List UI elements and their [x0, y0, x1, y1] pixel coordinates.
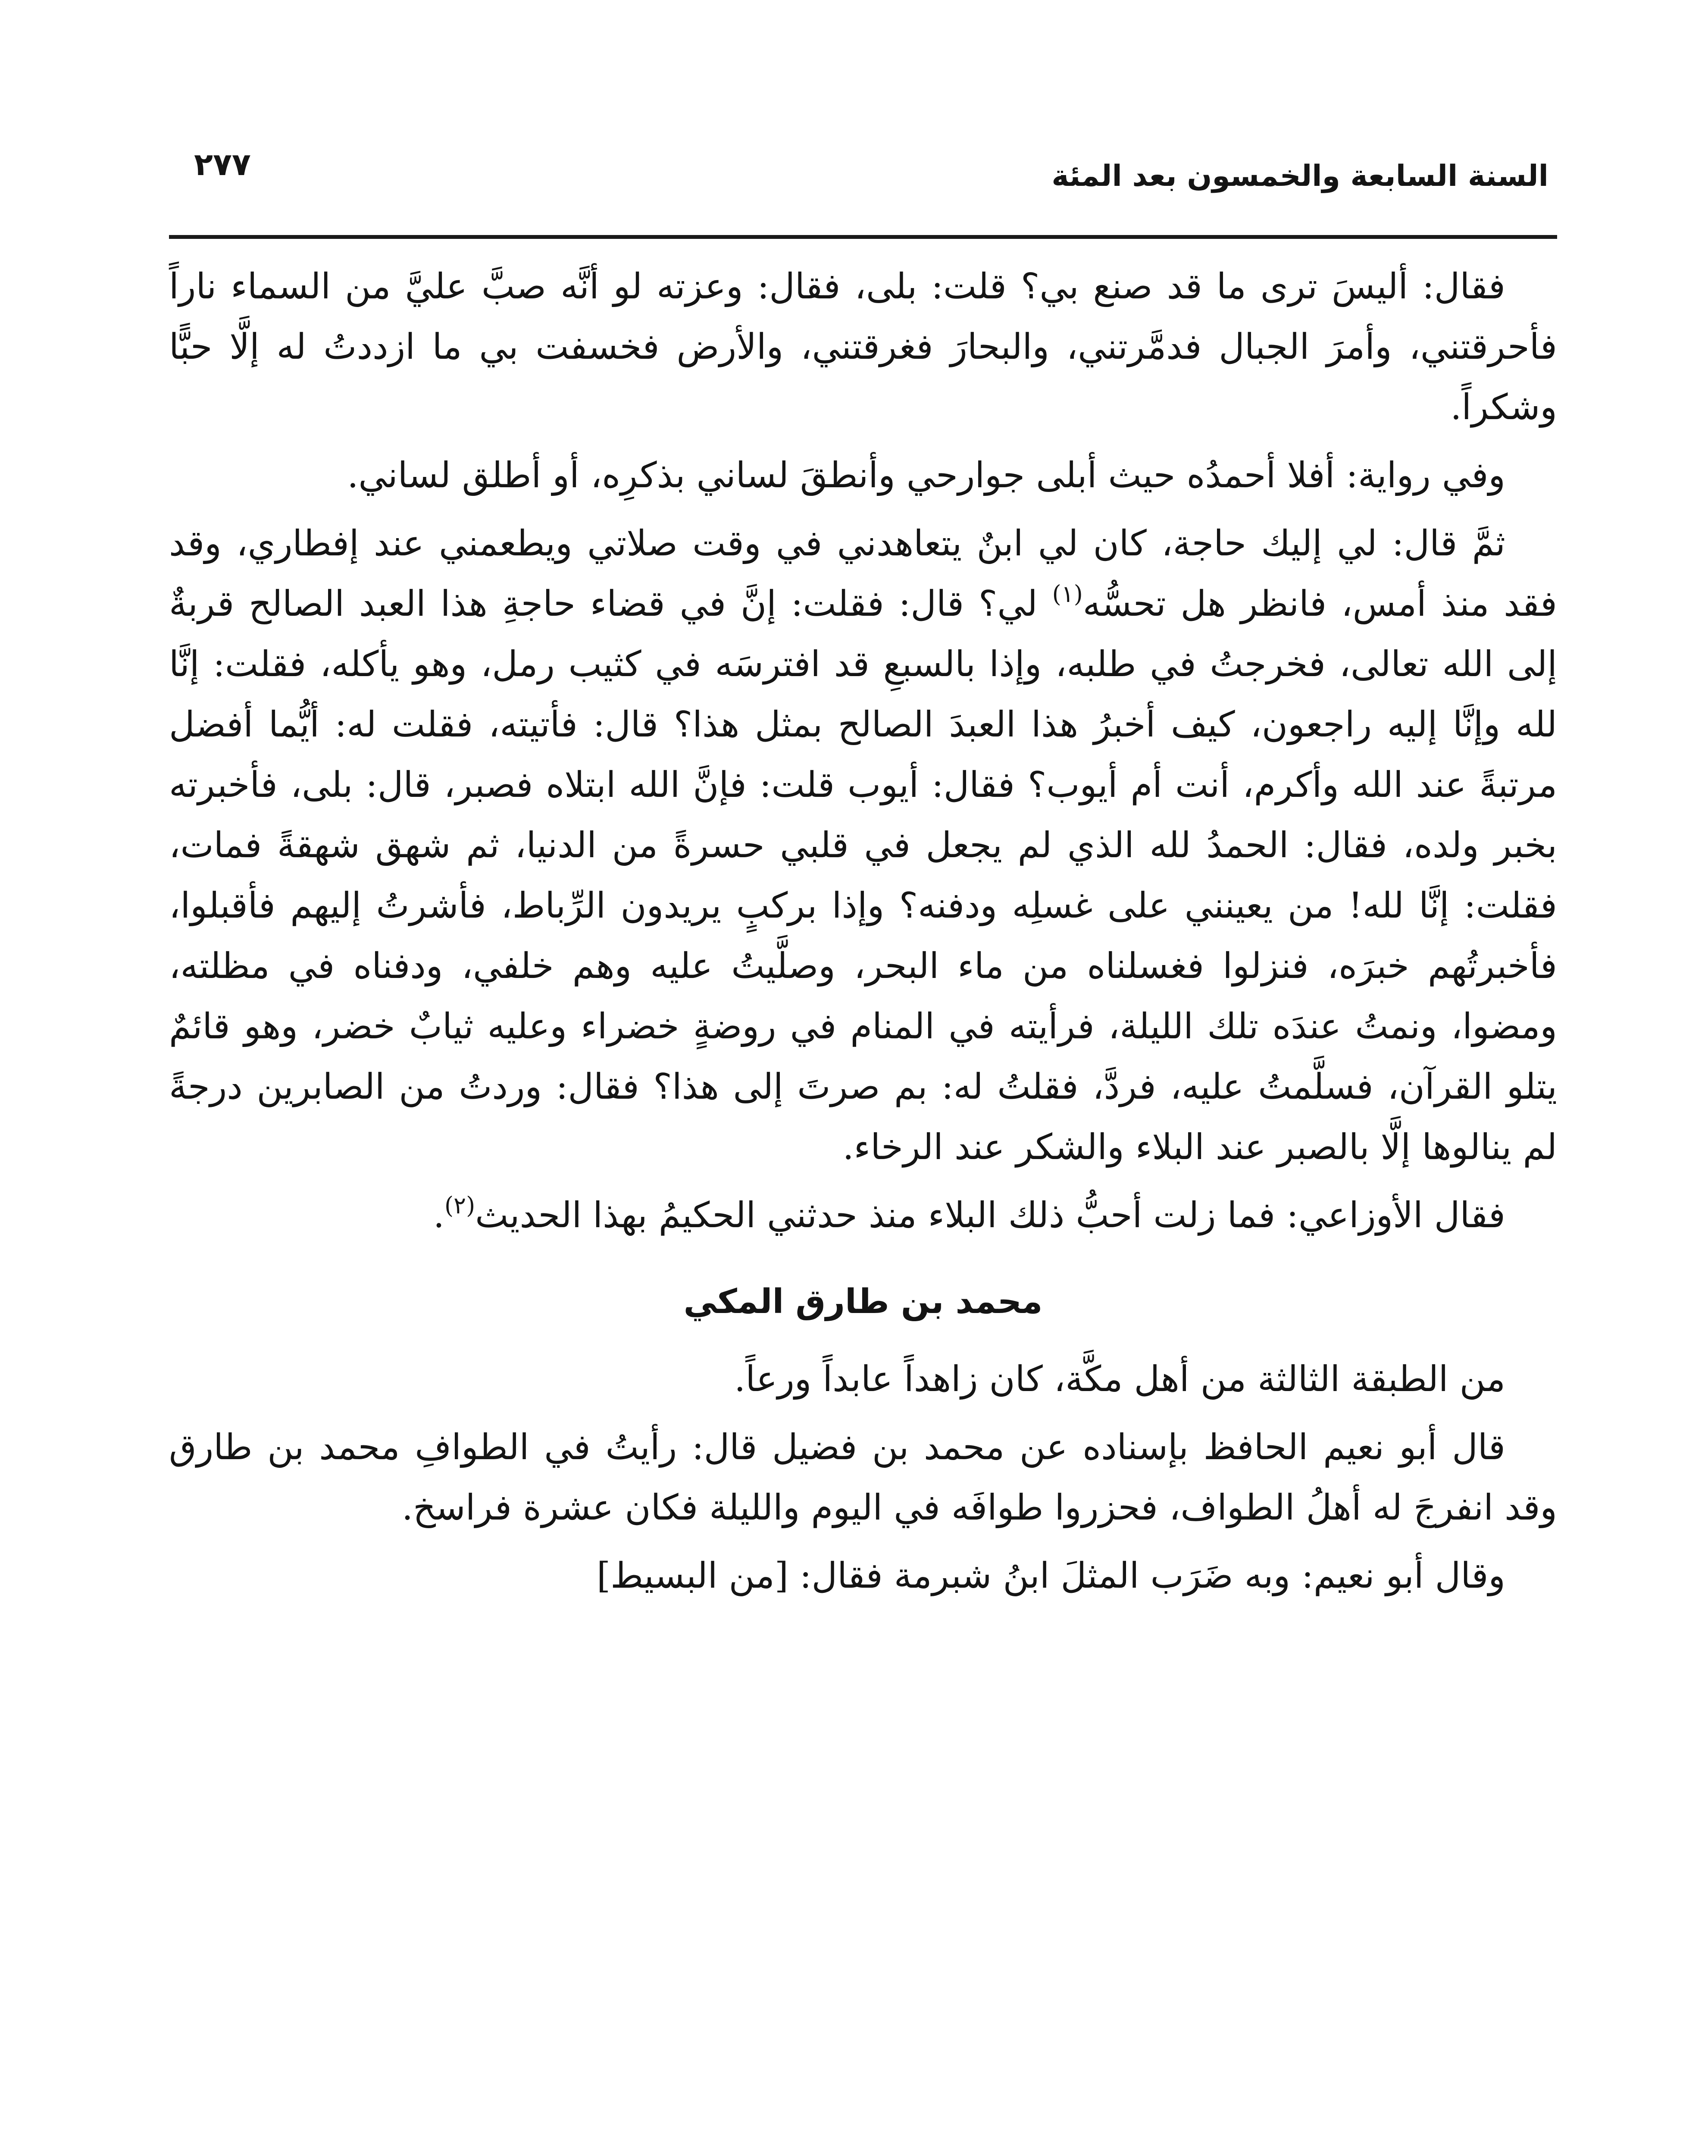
paragraph-2: وفي رواية: أفلا أحمدُه حيث أبلى جوارحي وأنطقَ لساني بذكرِه، أو أطلق لساني.: [347, 455, 1505, 496]
paragraph-5: من الطبقة الثالثة من أهل مكَّة، كان زاهداً عابداً ورعاً.: [734, 1359, 1505, 1400]
running-title: السنة السابعة والخمسون بعد المئة: [1051, 159, 1548, 193]
main-text: [169, 257, 1557, 1614]
paragraph-3-text-a: ثمَّ قال: لي إليك حاجة، كان لي ابنٌ يتعاهدني في وقت صلاتي ويطعمني عند إفطاري، وقد فقد منذ أمس، فانظر هل تحسُّه: [169, 523, 1557, 624]
paragraph-4: [169, 1185, 1557, 1246]
footnote-ref-1: (١): [1052, 580, 1083, 608]
paragraph-3: [169, 514, 1557, 1178]
page-number: ٢٧٧: [194, 146, 251, 182]
paragraph-7: وقال أبو نعيم: وبه ضَرَب المثلَ ابنُ شبرمة فقال: [من البسيط]: [597, 1555, 1505, 1596]
paragraph-4-text-a: فقال الأوزاعي: فما زلت أحبُّ ذلك البلاء منذ حدثني الحكيمُ بهذا الحديث: [475, 1195, 1505, 1236]
paragraph-3-text-b: لي؟ قال: فقلت: إنَّ في قضاء حاجةِ هذا العبد الصالح قربةٌ إلى الله تعالى، فخرجتُ في طلبه، وإذا بالسبعِ قد افترسَه في كثيب رمل، وهو يأكله، فقلت: إنَّا لله وإنَّا إليه راجعون، كيف أخبرُ هذا العبدَ الصالح بمثل هذا؟ قال: فأتيته، فقلت له: أيُّما أفضل مرتبةً عند الله وأكرم، أنت أم أيوب؟ فقال: أيوب قلت: فإنَّ الله ابتلاه فصبر، قال: بلى، فأخبرته بخبر ولده، فقال: الحمدُ لله الذي لم يجعل في قلبي حسرةً من الدنيا، ثم شهق شهقةً فمات، فقلت: إنَّا لله! من يعينني على غسلِه ودفنه؟ وإذا بركبٍ يريدون الرِّباط، فأشرتُ إليهم فأقبلوا، فأخبرتُهم خبرَه، فنزلوا فغسلناه من ماء البحر، وصلَّيتُ عليه وهم خلفي، ودفناه في مظلته، ومضوا، ونمتُ عندَه تلك الليلة، فرأيته في المنام في روضةٍ خضراء وعليه ثيابٌ خضر، وهو قائمٌ يتلو القرآن، فسلَّمتُ عليه، فردَّ، فقلتُ له: بم صرتَ إلى هذا؟ فقال: وردتُ من الصابرين درجةً لم ينالوها إلَّا بالصبر عند البلاء والشكر عند الرخاء.: [169, 583, 1557, 1168]
paragraph-1: فقال: أليسَ ترى ما قد صنع بي؟ قلت: بلى، فقال: وعزته لو أنَّه صبَّ عليَّ من السماء ناراً فأحرقتني، وأمرَ الجبال فدمَّرتني، والبحارَ فغرقتني، والأرض فخسفت بي ما ازددتُ له إلَّا حبًّا وشكراً.: [169, 266, 1557, 428]
paragraph-6: قال أبو نعيم الحافظ بإسناده عن محمد بن فضيل قال: رأيتُ في الطوافِ محمد بن طارق وقد انفرجَ له أهلُ الطواف، فحزروا طوافَه في اليوم والليلة فكان عشرة فراسخ.: [169, 1427, 1557, 1528]
section-heading: محمد بن طارق المكي: [683, 1282, 1043, 1321]
paragraph-4-text-b: .: [433, 1195, 444, 1236]
header-rule: [169, 235, 1557, 239]
footnote-ref-2: (٢): [444, 1192, 475, 1219]
